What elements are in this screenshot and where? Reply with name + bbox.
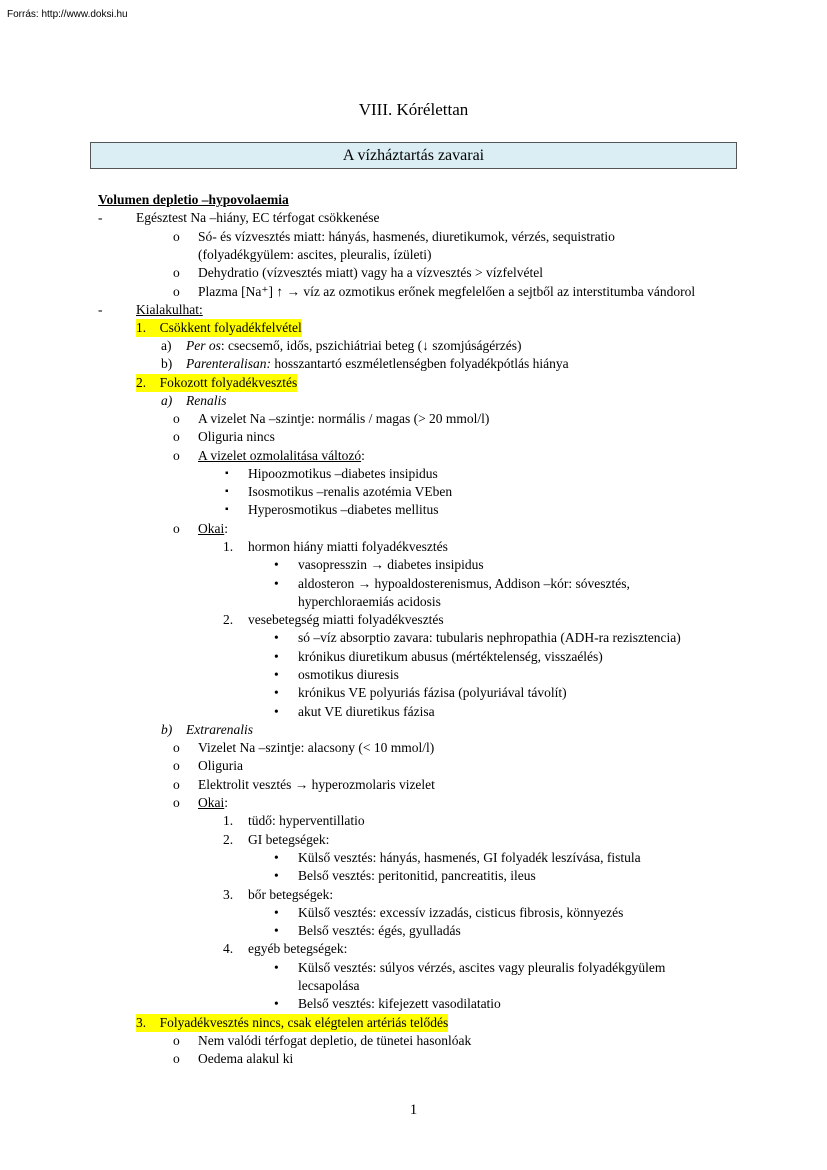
dot-marker: • xyxy=(274,667,279,682)
list-item xyxy=(198,447,365,465)
underlined-term: Okai xyxy=(198,795,225,810)
dot-marker: • xyxy=(274,685,279,700)
list-item: Nem valódi térfogat depletio, de tünetei hasonlóak xyxy=(198,1033,472,1048)
dot-marker: • xyxy=(274,704,279,719)
list-item: Belső vesztés: peritonitid, pancreatitis, ileus xyxy=(298,868,536,883)
list-item: A vizelet Na –szintje: normális / magas (> 20 mmol/l) xyxy=(198,411,490,426)
list-item: hormon hiány miatti folyadékvesztés xyxy=(248,539,448,554)
list-item: Isosmotikus –renalis azotémia VEben xyxy=(248,484,453,499)
list-item: aldosteron → hypoaldosterenismus, Addison –kór: sóvesztés, xyxy=(298,576,630,591)
letter-marker: b) xyxy=(161,356,173,371)
page-title: VIII. Kórélettan xyxy=(358,100,469,119)
highlighted-heading: 2. Fokozott folyadékvesztés xyxy=(136,375,298,390)
dot-marker: • xyxy=(274,630,279,645)
dot-marker: • xyxy=(274,850,279,865)
italic-term: Parenteralisan: xyxy=(186,356,271,371)
square-marker: ▪ xyxy=(225,468,229,479)
subheading: Extrarenalis xyxy=(186,722,253,737)
italic-term: Per os xyxy=(186,338,221,353)
list-item: Só- és vízvesztés miatt: hányás, hasmenés, diuretikumok, vérzés, sequistratio xyxy=(198,229,615,244)
source-label: Forrás: http://www.doksi.hu xyxy=(7,9,128,20)
section-title-box xyxy=(90,142,737,169)
dot-marker: • xyxy=(274,576,279,591)
list-item: vesebetegség miatti folyadékvesztés xyxy=(248,612,444,627)
colon: : xyxy=(224,521,229,536)
list-item-cont: hyperchloraemiás acidosis xyxy=(298,594,441,609)
dot-marker: • xyxy=(274,996,279,1011)
bullet-marker: o xyxy=(173,448,180,463)
list-item: Hyperosmotikus –diabetes mellitus xyxy=(248,502,439,517)
colon: : xyxy=(361,448,365,463)
list-item: egyéb betegségek: xyxy=(248,941,348,956)
list-item: Külső vesztés: excessív izzadás, cisticus fibrosis, könnyezés xyxy=(298,905,624,920)
dot-marker: • xyxy=(274,649,279,664)
dot-marker: • xyxy=(274,923,279,938)
list-item xyxy=(198,520,228,538)
list-item: Külső vesztés: súlyos vérzés, ascites vagy pleuralis folyadékgyülem xyxy=(298,960,666,975)
dash-marker: - xyxy=(98,302,103,317)
letter-marker: b) xyxy=(161,722,173,737)
highlighted-heading: 1. Csökkent folyadékfelvétel xyxy=(136,320,302,335)
number-marker: 2. xyxy=(223,832,234,847)
list-item: Dehydratio (vízvesztés miatt) vagy ha a vízvesztés > vízfelvétel xyxy=(198,265,543,280)
number-marker: 1. xyxy=(223,539,234,554)
list-item-cont: (folyadékgyülem: ascites, pleuralis, ízületi) xyxy=(198,247,432,262)
list-item: Oliguria xyxy=(198,758,243,773)
list-item: Plazma [Na⁺] ↑ → víz az ozmotikus erőnek megfelelően a sejtből az interstitumba vándorol xyxy=(198,284,696,299)
list-item: Hipoozmotikus –diabetes insipidus xyxy=(248,466,438,481)
number-marker: 4. xyxy=(223,941,234,956)
bullet-marker: o xyxy=(173,229,180,244)
list-item: Egésztest Na –hiány, EC térfogat csökkenése xyxy=(136,210,380,225)
bullet-marker: o xyxy=(173,265,180,280)
number-marker: 3. xyxy=(223,887,234,902)
colon: : xyxy=(224,795,229,810)
bullet-marker: o xyxy=(173,1033,180,1048)
bullet-marker: o xyxy=(173,795,180,810)
list-item: Oliguria nincs xyxy=(198,429,275,444)
list-item: tüdő: hyperventillatio xyxy=(248,813,365,828)
underlined-term: Okai xyxy=(198,521,225,536)
list-item: Elektrolit vesztés → hyperozmolaris vizelet xyxy=(198,777,435,792)
item-text: hosszantartó eszméletlenségben folyadékpótlás hiánya xyxy=(271,356,569,371)
dash-marker: - xyxy=(98,210,103,225)
list-item xyxy=(186,337,522,355)
dot-marker: • xyxy=(274,960,279,975)
number-marker: 1. xyxy=(223,813,234,828)
list-item: krónikus diuretikum abusus (mértéktelenség, visszaélés) xyxy=(298,649,603,664)
number-marker: 2. xyxy=(223,612,234,627)
highlighted-heading: 3. Folyadékvesztés nincs, csak elégtelen artériás telődés xyxy=(136,1015,449,1030)
bullet-marker: o xyxy=(173,777,180,792)
list-item: akut VE diuretikus fázisa xyxy=(298,704,435,719)
list-item: Belső vesztés: kifejezett vasodilatatio xyxy=(298,996,501,1011)
subheading: Renalis xyxy=(186,393,227,408)
bullet-marker: o xyxy=(173,740,180,755)
bullet-marker: o xyxy=(173,758,180,773)
heading-volumen-depletio: Volumen depletio –hypovolaemia xyxy=(98,192,289,207)
dot-marker: • xyxy=(274,557,279,572)
item-text: : csecsemő, idős, pszichiátriai beteg (↓ szomjúságérzés) xyxy=(220,338,522,353)
letter-marker: a) xyxy=(161,393,173,408)
list-item-cont: lecsapolása xyxy=(298,978,360,993)
list-item xyxy=(198,794,228,812)
bullet-marker: o xyxy=(173,411,180,426)
list-item: só –víz absorptio zavara: tubularis nephropathia (ADH-ra rezisztencia) xyxy=(298,630,681,645)
section-title: A vízháztartás zavarai xyxy=(342,146,485,164)
square-marker: ▪ xyxy=(225,504,229,515)
underlined-term: A vizelet ozmolalitása változó xyxy=(198,448,362,463)
list-item: Vizelet Na –szintje: alacsony (< 10 mmol/l) xyxy=(198,740,435,755)
list-item: osmotikus diuresis xyxy=(298,667,399,682)
list-item: Kialakulhat: xyxy=(136,302,203,317)
list-item: Külső vesztés: hányás, hasmenés, GI folyadék leszívása, fistula xyxy=(298,850,641,865)
list-item: bőr betegségek: xyxy=(248,887,334,902)
page-number: 1 xyxy=(409,1102,418,1118)
list-item: vasopresszin → diabetes insipidus xyxy=(298,557,484,572)
dot-marker: • xyxy=(274,868,279,883)
list-item: krónikus VE polyuriás fázisa (polyuriával távolít) xyxy=(298,685,567,700)
square-marker: ▪ xyxy=(225,486,229,497)
list-item: GI betegségek: xyxy=(248,832,330,847)
list-item: Belső vesztés: égés, gyulladás xyxy=(298,923,461,938)
list-item xyxy=(186,355,569,373)
letter-marker: a) xyxy=(161,338,172,353)
bullet-marker: o xyxy=(173,521,180,536)
list-item: Oedema alakul ki xyxy=(198,1051,294,1066)
dot-marker: • xyxy=(274,905,279,920)
bullet-marker: o xyxy=(173,284,180,299)
bullet-marker: o xyxy=(173,1051,180,1066)
bullet-marker: o xyxy=(173,429,180,444)
